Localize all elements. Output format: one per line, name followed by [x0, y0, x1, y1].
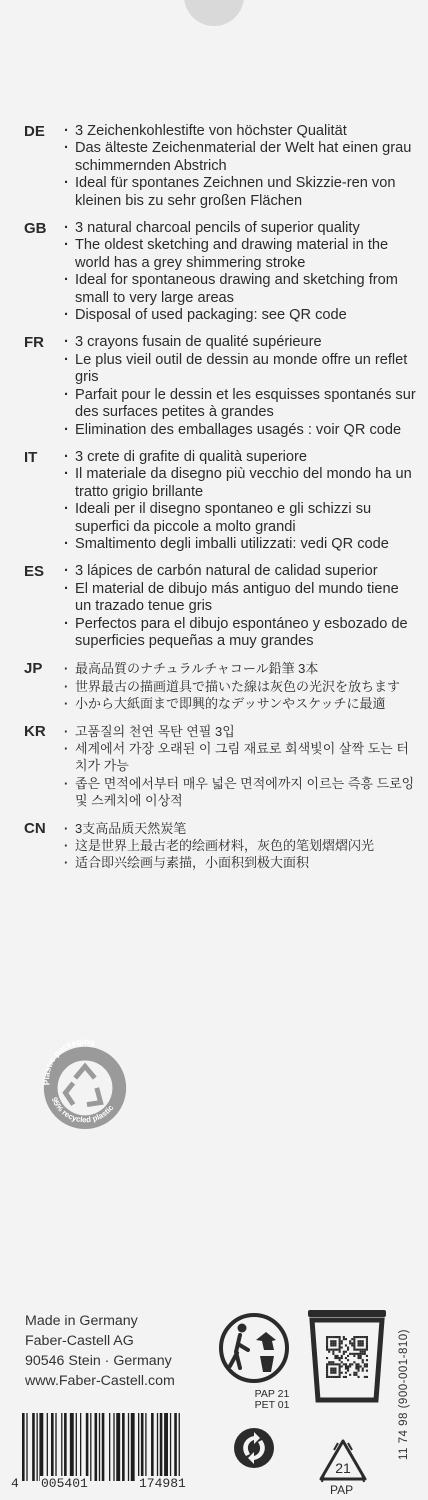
language-code: GB — [24, 220, 47, 238]
list-item: · Le plus vieil outil de dessin au monde offre un reflet gris — [64, 352, 416, 387]
section-items — [64, 449, 416, 553]
company-website: www.Faber-Castell.com — [25, 1373, 175, 1389]
pap-label: PAP — [330, 1483, 354, 1497]
section-gb — [24, 220, 416, 324]
badge-top-text: Plastic packaging — [41, 1036, 97, 1086]
list-item: · 3 natural charcoal pencils of superior quality — [64, 220, 416, 237]
section-items — [64, 723, 416, 810]
language-code: DE — [24, 123, 45, 140]
barcode-bars — [22, 1413, 232, 1481]
section-items — [64, 123, 416, 210]
language-code: IT — [24, 448, 38, 466]
list-item: · Das älteste Zeichenmaterial der Welt hat einen grau schimmernden Abstrich — [64, 140, 416, 175]
barcode-left-digits: 005401 — [41, 1476, 88, 1491]
article-number: 11 74 98 (900-001-810) — [398, 1329, 410, 1461]
barcode-first-digit: 4 — [11, 1476, 19, 1491]
list-item: · Elimination des emballages usagés : voir QR code — [64, 422, 416, 439]
list-item: · 고품질의 천연 목탄 연필 3입 — [64, 723, 416, 740]
hang-hole — [184, 0, 244, 26]
company-name: Faber-Castell AG — [25, 1333, 134, 1349]
list-item: · 这是世界上最古老的绘画材料，灰色的笔划熠熠闪光 — [64, 837, 416, 854]
list-item: · 좁은 면적에서부터 매우 넓은 면적에까지 이르는 즉흥 드로잉 및 스케치에 이상적 — [64, 775, 416, 810]
made-in-text: Made in Germany — [25, 1313, 138, 1329]
list-item: · 3支高品质天然炭笔 — [64, 820, 416, 837]
list-item: · 3 lápices de carbón natural de calidad superior — [64, 563, 416, 580]
section-it — [24, 449, 416, 553]
ean-barcode — [10, 1413, 234, 1489]
recycle-number: 21 — [335, 1460, 351, 1476]
section-items — [64, 334, 416, 438]
list-item: · 适合即兴绘画与素描，小面积到极大面积 — [64, 854, 416, 871]
section-items — [64, 820, 416, 872]
list-item: · The oldest sketching and drawing material in the world has a grey shimmering stroke — [64, 237, 416, 272]
list-item: · Smaltimento degli imballi utilizzati: vedi QR code — [64, 536, 416, 553]
language-code: CN — [24, 819, 46, 837]
section-items — [64, 660, 416, 712]
list-item: · Ideal für spontanes Zeichnen und Skizzie-ren von kleinen bis zu sehr großen Flächen — [64, 175, 416, 210]
list-item: · 小から大紙面まで即興的なデッサンやスケッチに最適 — [64, 695, 416, 712]
pap21-code: PAP 21 — [254, 1388, 290, 1400]
list-item: · Ideali per il disegno spontaneo e gli schizzi su superfici da piccole a molto grandi — [64, 501, 416, 536]
pap-recycle-triangle-icon — [318, 1438, 368, 1484]
section-de — [24, 123, 416, 210]
section-kr — [24, 723, 416, 810]
language-code: FR — [24, 334, 44, 352]
section-es — [24, 563, 416, 650]
company-address: 90546 Stein · Germany — [25, 1353, 172, 1369]
language-code: JP — [24, 660, 43, 678]
badge-bottom-text: 95% recycled plastic — [49, 1095, 116, 1125]
barcode-right-digits: 174981 — [139, 1476, 186, 1491]
recycled-plastic-badge-icon — [36, 1034, 134, 1132]
manufacturer-info — [25, 1311, 175, 1391]
list-item: · 世界最古の描画道具で描いた線は灰色の光沢を放ちます — [64, 678, 416, 695]
pet01-code: PET 01 — [254, 1399, 290, 1411]
language-sections — [24, 123, 416, 882]
bin-qr-code-icon — [304, 1306, 390, 1406]
section-jp — [24, 660, 416, 712]
pap-pet-codes — [248, 1389, 296, 1411]
section-fr — [24, 334, 416, 438]
list-item: · 3 crete di grafite di qualità superiore — [64, 449, 416, 466]
language-code: ES — [24, 563, 45, 581]
section-items — [64, 220, 416, 324]
list-item: · Ideal for spontaneous drawing and sketching from small to very large areas — [64, 272, 416, 307]
section-cn — [24, 820, 416, 872]
list-item: · Il materiale da disegno più vecchio del mondo ha un tratto grigio brillante — [64, 466, 416, 501]
section-items — [64, 563, 416, 650]
list-item: · 세계에서 가장 오래된 이 그림 재료로 회색빛이 살짝 도는 터치가 가능 — [64, 740, 416, 775]
list-item: · 3 Zeichenkohlestifte von höchster Qualität — [64, 123, 416, 140]
list-item: · Perfectos para el dibujo espontáneo y esbozado de superficies pequeñas a muy grandes — [64, 616, 416, 651]
green-dot-icon — [232, 1426, 276, 1470]
list-item: · Disposal of used packaging: see QR code — [64, 307, 416, 324]
list-item: · 最高品質のナチュラルチャコール鉛筆 3本 — [64, 660, 416, 677]
list-item: · El material de dibujo más antiguo del mundo tiene un trazado tenue gris — [64, 581, 416, 616]
tidyman-recycle-icon — [216, 1310, 292, 1390]
list-item: · Parfait pour le dessin et les esquisses spontanés sur des surfaces petites à grandes — [64, 387, 416, 422]
language-code: KR — [24, 722, 46, 740]
list-item: · 3 crayons fusain de qualité supérieure — [64, 334, 416, 351]
